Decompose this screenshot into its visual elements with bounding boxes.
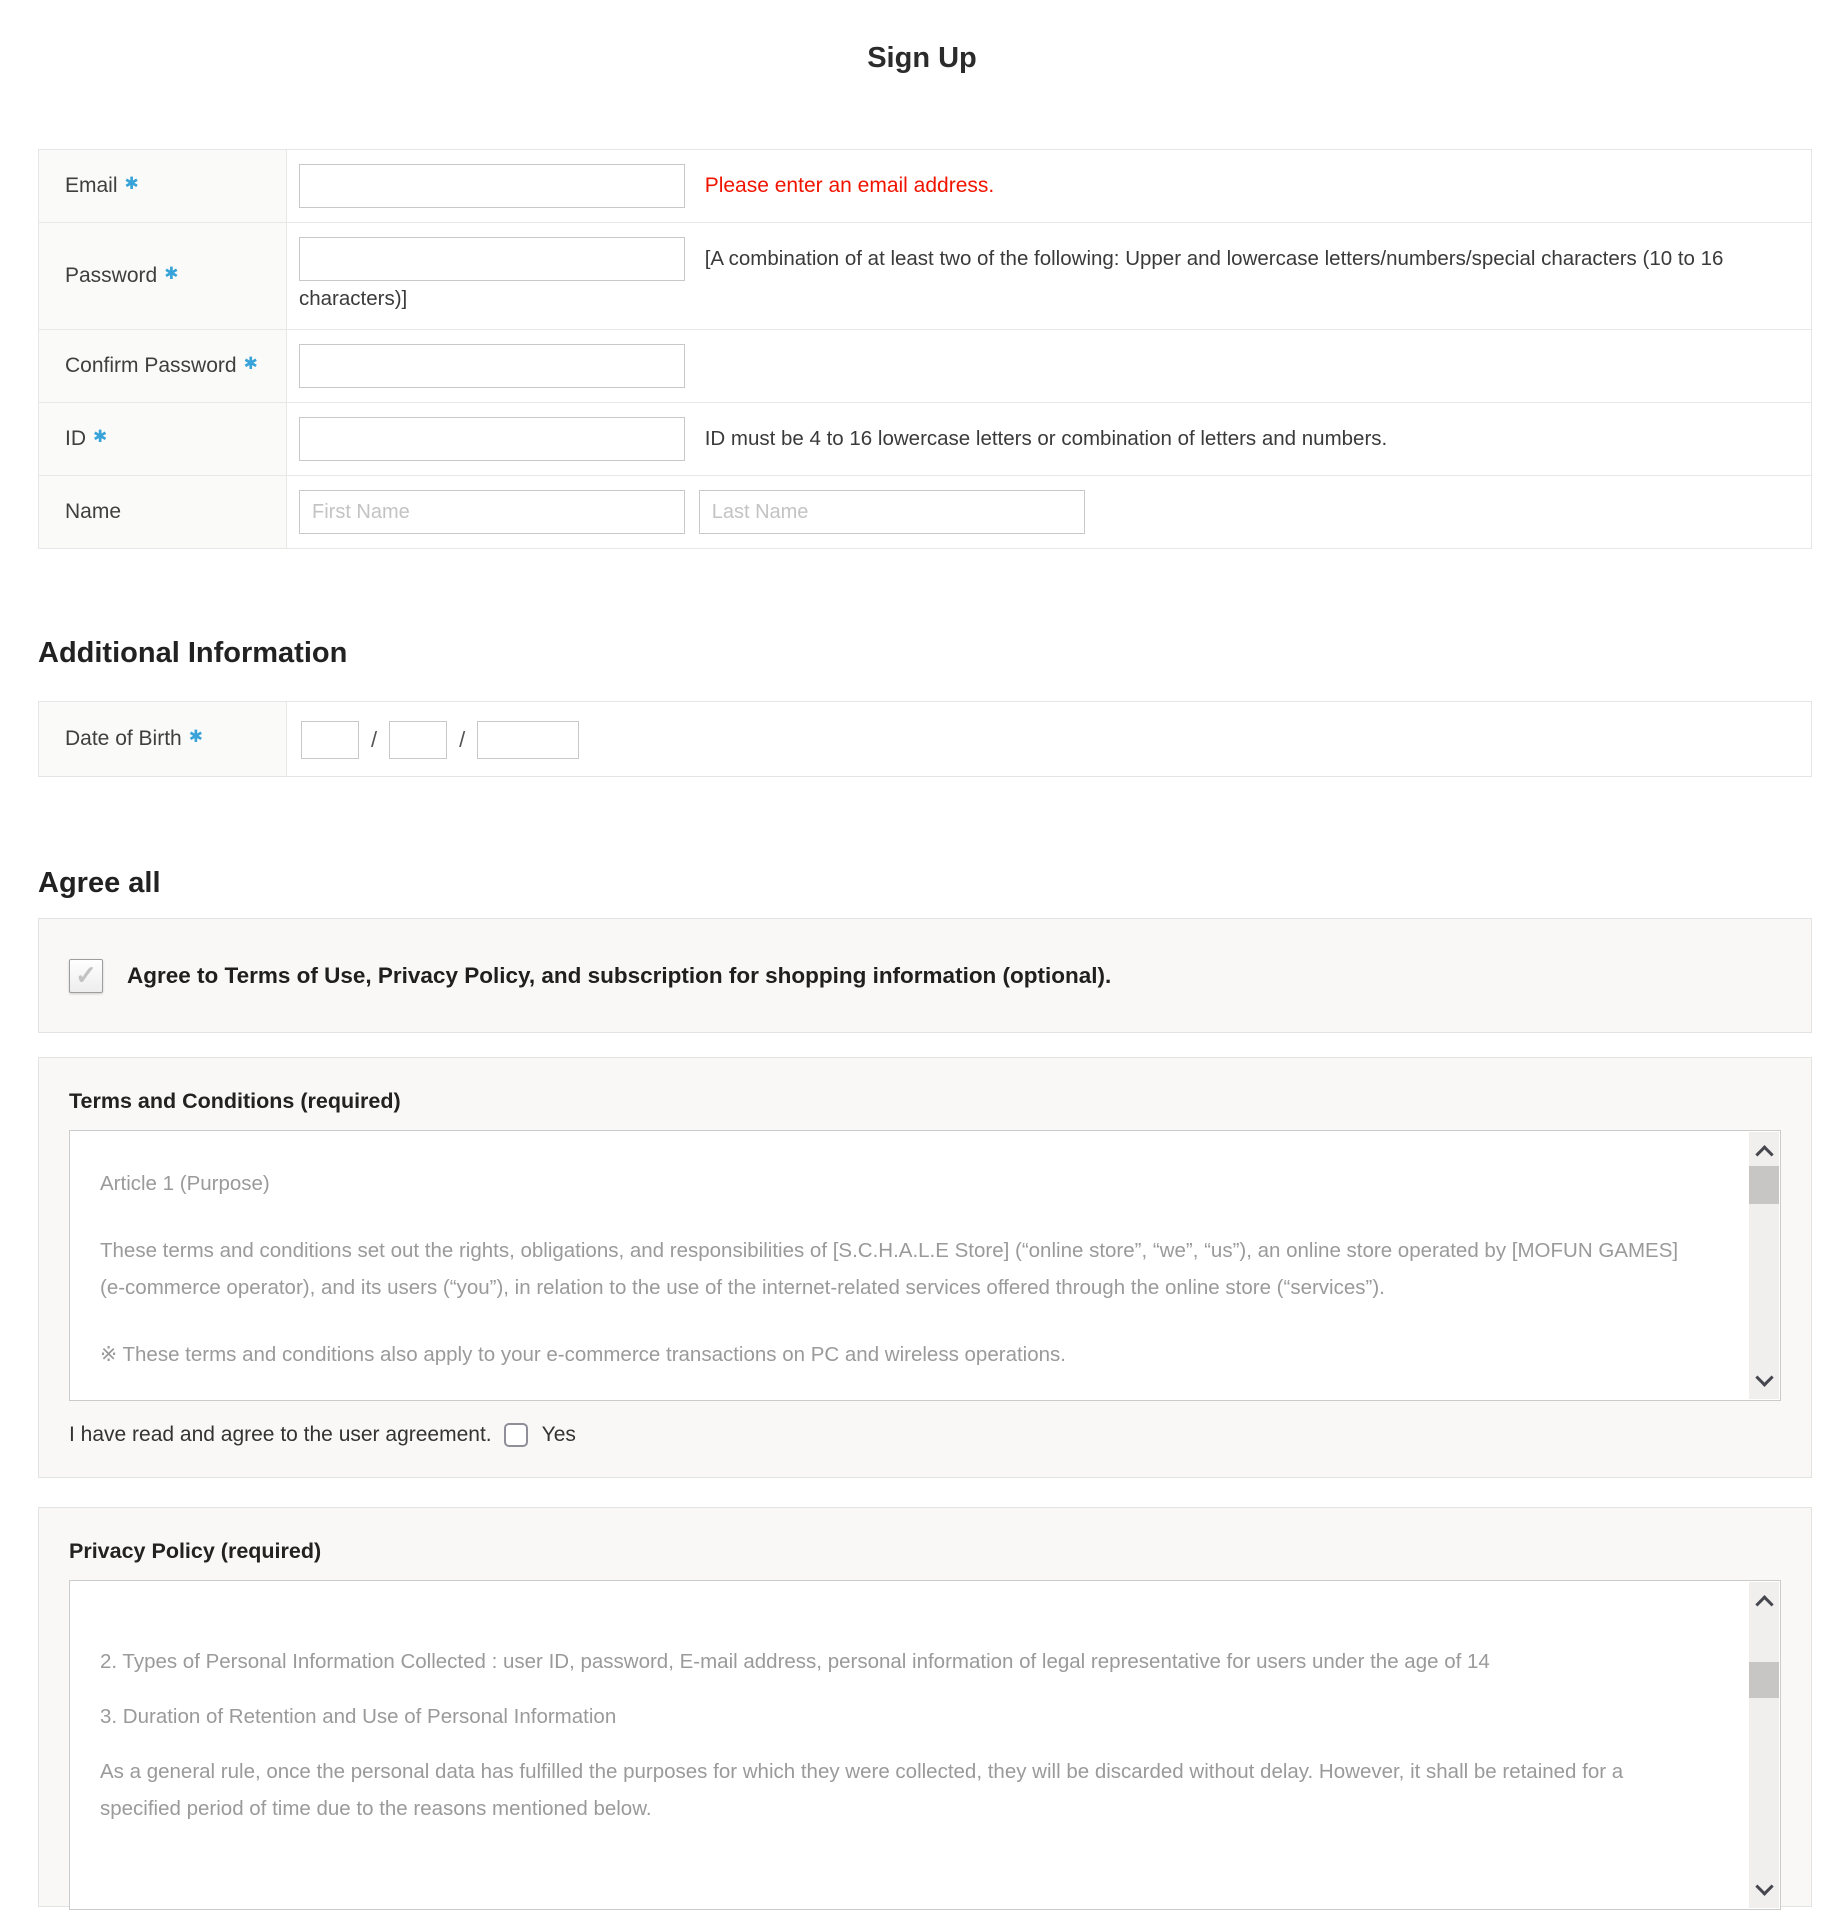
additional-information-heading: Additional Information — [38, 637, 348, 669]
dob-separator: / — [371, 727, 378, 752]
confirm-password-content-cell — [287, 330, 1811, 402]
chevron-down-icon — [1755, 1877, 1773, 1895]
privacy-scrollbar-thumb[interactable] — [1749, 1662, 1779, 1698]
id-row — [39, 403, 1811, 476]
privacy-panel — [38, 1507, 1812, 1907]
first-name-input[interactable] — [299, 490, 685, 534]
email-content-cell — [287, 150, 1811, 222]
password-label-cell — [39, 223, 287, 329]
confirm-password-label: Confirm Password — [65, 354, 237, 377]
terms-paragraph: These terms and conditions set out the rights, obligations, and responsibilities of [S.C.H.A.L.E Store] (“online store”, “we”, “us”), an online store operated by [MOFUN GAMES] (e-commerce operator), and its users (“you”), in relation to the use of the internet-related services offered through the online store (“services”). — [100, 1239, 1679, 1299]
name-label-cell — [39, 476, 287, 548]
dob-year-input[interactable] — [477, 721, 579, 759]
scroll-down-button[interactable] — [1749, 1365, 1779, 1395]
signup-form-table — [38, 149, 1812, 549]
id-input[interactable] — [299, 417, 685, 461]
confirm-password-input[interactable] — [299, 344, 685, 388]
id-hint: ID must be 4 to 16 lowercase letters or combination of letters and numbers. — [704, 427, 1388, 450]
confirm-password-row — [39, 330, 1811, 403]
required-asterisk: ✱ — [164, 264, 179, 283]
name-content-cell — [287, 476, 1811, 548]
password-hint: [A combination of at least two of the following: Upper and lowercase letters/numbers/special characters (10 to 16 characters)] — [299, 247, 1724, 310]
terms-note: ※ These terms and conditions also apply to your e-commerce transactions on PC and wireless operations. — [100, 1343, 1066, 1366]
chevron-up-icon — [1755, 1595, 1773, 1613]
terms-yes-label: Yes — [541, 1423, 576, 1446]
privacy-scrollbar[interactable] — [1749, 1582, 1779, 1908]
password-label: Password — [65, 264, 158, 287]
required-asterisk: ✱ — [243, 354, 258, 373]
terms-confirm-text: I have read and agree to the user agreement. — [69, 1423, 492, 1446]
scroll-down-button[interactable] — [1749, 1874, 1779, 1904]
required-asterisk: ✱ — [188, 727, 203, 746]
agree-all-label: Agree to Terms of Use, Privacy Policy, and subscription for shopping information (optional). — [127, 962, 1112, 988]
email-row — [39, 150, 1811, 223]
email-error-message: Please enter an email address. — [704, 174, 995, 197]
terms-confirm-line — [69, 1423, 1781, 1447]
dob-label-cell — [39, 702, 287, 776]
agree-all-checkbox check-icon[interactable] — [69, 959, 103, 993]
last-name-input[interactable] — [699, 490, 1085, 534]
privacy-paragraph: As a general rule, once the personal data has fulfilled the purposes for which they were collected, they will be discarded without delay. However, it shall be retained for a specified period of time due to the reasons mentioned below. — [100, 1760, 1624, 1820]
required-asterisk: ✱ — [124, 174, 139, 193]
email-input[interactable] — [299, 164, 685, 208]
email-label-cell — [39, 150, 287, 222]
id-content-cell — [287, 403, 1811, 475]
dob-separator: / — [459, 727, 466, 752]
privacy-item-3: 3. Duration of Retention and Use of Personal Information — [100, 1705, 617, 1728]
email-label: Email — [65, 174, 118, 197]
privacy-text — [70, 1581, 1780, 1877]
dob-day-input[interactable] — [389, 721, 447, 759]
name-row — [39, 476, 1811, 549]
scroll-up-button[interactable] — [1749, 1586, 1779, 1616]
terms-panel — [38, 1057, 1812, 1478]
agree-all-heading: Agree all — [38, 867, 161, 899]
chevron-up-icon — [1755, 1145, 1773, 1163]
dob-month-input[interactable] — [301, 721, 359, 759]
privacy-item-2: 2. Types of Personal Information Collected : user ID, password, E-mail address, personal information of legal representative for users under the age of 14 — [100, 1650, 1490, 1673]
terms-agree-checkbox[interactable] — [504, 1423, 528, 1447]
id-label: ID — [65, 427, 86, 450]
dob-content-cell — [287, 702, 1811, 776]
terms-article-title: Article 1 (Purpose) — [100, 1172, 270, 1195]
page-title: Sign Up — [867, 42, 977, 74]
confirm-password-label-cell — [39, 330, 287, 402]
id-label-cell — [39, 403, 287, 475]
dob-label: Date of Birth — [65, 727, 182, 750]
terms-heading: Terms and Conditions (required) — [69, 1089, 401, 1113]
privacy-heading: Privacy Policy (required) — [69, 1539, 322, 1563]
terms-scrollbar-thumb[interactable] — [1749, 1166, 1779, 1204]
password-row — [39, 223, 1811, 330]
terms-text — [70, 1131, 1780, 1401]
required-asterisk: ✱ — [93, 427, 108, 446]
dob-table — [38, 701, 1812, 777]
chevron-down-icon — [1755, 1368, 1773, 1386]
password-content-cell — [287, 223, 1811, 329]
privacy-scroll-area[interactable] — [69, 1580, 1781, 1910]
terms-scrollbar[interactable] — [1749, 1132, 1779, 1399]
agree-all-box — [38, 918, 1812, 1033]
dob-row — [39, 702, 1811, 776]
scroll-up-button[interactable] — [1749, 1136, 1779, 1166]
password-input[interactable] — [299, 237, 685, 281]
terms-scroll-area[interactable] — [69, 1130, 1781, 1401]
name-label: Name — [65, 500, 122, 523]
